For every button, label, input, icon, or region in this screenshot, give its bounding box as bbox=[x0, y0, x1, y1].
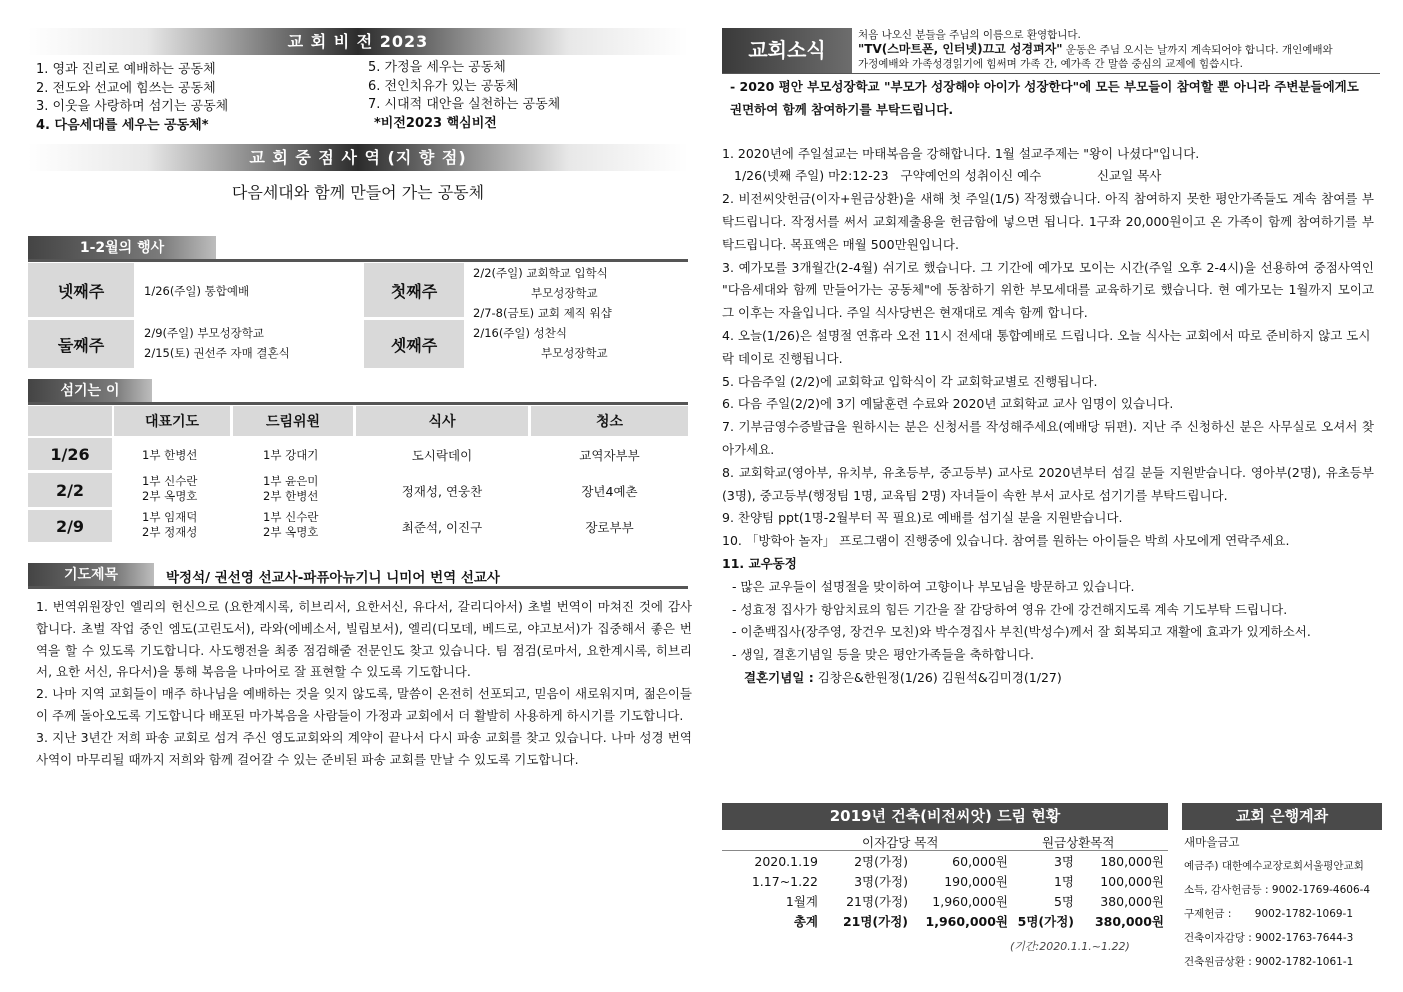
vision-left-list bbox=[36, 61, 356, 135]
vision-item: 1. 영과 진리로 예배하는 공동체 bbox=[36, 62, 216, 77]
bank-line: 구제헌금 : 9002-1782-1069-1 bbox=[1184, 908, 1354, 920]
news-item-3: 3. 예가모를 3개월간(2-4월) 쉬기로 했습니다. 그 기간에 예가모 모이는 시간(주일 오후 2-4시)을 선용하여 중점사역인 "다음세대와 함께 만들어가는 공동체"에 동참하기 위한 부모세대를 교육하기로 했습니다. 현 예가모는 1월까지 모이고 그 이후는 자율입니다. 주일 식사당번은 현재대로 계속 함께 합니다. bbox=[722, 259, 1374, 321]
events-heading: 1-2월의 행사 bbox=[28, 236, 216, 260]
building-heading: 2019년 건축(비전씨앗) 드림 현황 bbox=[722, 803, 1168, 830]
servers-heading: 섬기는 이 bbox=[28, 379, 152, 403]
servers-dream-block bbox=[263, 510, 318, 540]
bank-heading: 교회 은행계좌 bbox=[1182, 803, 1382, 830]
news-item-11c: - 이춘백집사(장주영, 장건우 모친)와 박수경집사 부친(박성수)께서 잘 회복되고 재활에 효과가 있게하소서. bbox=[732, 624, 1311, 640]
building-a: 21명(가정) bbox=[846, 894, 908, 909]
servers-dream: 2부 옥명호 bbox=[263, 525, 319, 539]
servers-prayer: 2부 옥명호 bbox=[142, 489, 198, 503]
servers-dream: 2부 한병선 bbox=[263, 489, 319, 503]
building-c: 3명 bbox=[1053, 854, 1074, 869]
prayer-title: 박정석/ 권선영 선교사-파퓨아뉴기니 니미어 번역 선교사 bbox=[166, 570, 500, 586]
event-text-block bbox=[473, 323, 608, 363]
servers-prayer: 2부 정재성 bbox=[142, 525, 198, 539]
bank-line: 소득, 감사헌금등 : 9002-1769-4606-4 bbox=[1184, 884, 1371, 896]
building-a: 3명(가정) bbox=[854, 874, 908, 889]
servers-prayer: 1부 한병선 bbox=[142, 448, 198, 462]
servers-clean: 교역자부부 bbox=[579, 448, 640, 463]
vision-item: 5. 가정을 세우는 공동체 bbox=[368, 60, 506, 75]
event-week-label: 넷째주 bbox=[28, 263, 134, 317]
building-a: 21명(가정) bbox=[842, 914, 908, 929]
anniversary-label: 결혼기념일 : bbox=[744, 669, 814, 685]
event-text: 부모성장학교 bbox=[541, 346, 608, 360]
news-item-1: 1. 2020년에 주일설교는 마태복음을 강해합니다. 1월 설교주제는 "왕이 나셨다"입니다. bbox=[722, 145, 1200, 161]
event-text: 2/2(주일) 교회학교 입학식 bbox=[473, 266, 608, 280]
news-welcome-slogan: "TV(스마트폰, 인터넷)끄고 성경펴자" bbox=[858, 42, 1063, 56]
table-row bbox=[722, 871, 1168, 891]
bank-list bbox=[1184, 830, 1384, 974]
event-text: 부모성장학교 bbox=[531, 286, 598, 300]
servers-prayer: 1부 임재덕 bbox=[142, 510, 198, 524]
bank-line: 새마을금고 bbox=[1184, 835, 1240, 849]
servers-header: 청소 bbox=[531, 406, 688, 436]
servers-date: 1/26 bbox=[28, 438, 112, 470]
servers-clean: 장로부부 bbox=[585, 520, 634, 535]
building-d: 100,000원 bbox=[1100, 874, 1164, 889]
news-item-7: 7. 기부금영수증발급을 원하시는 분은 신청서를 작성해주세요(예배당 뒤편). 지난 주 신청하신 분은 사무실로 오셔서 찾아가세요. bbox=[722, 419, 1374, 457]
building-c: 5명 bbox=[1053, 894, 1074, 909]
news-item-5: 5. 다음주일 (2/2)에 교회학교 입학식이 각 교회학교별로 진행됩니다. bbox=[722, 373, 1098, 389]
servers-dream-block bbox=[263, 474, 318, 504]
news-spacer bbox=[722, 122, 1374, 143]
vision-item: 2. 전도와 선교에 힘쓰는 공동체 bbox=[36, 80, 216, 96]
event-text: 2/7-8(금토) 교회 제직 워샵 bbox=[473, 306, 612, 320]
vision-right-list bbox=[368, 59, 688, 133]
building-c: 1명 bbox=[1053, 874, 1074, 889]
servers-dream: 1부 윤은미 bbox=[263, 474, 319, 488]
news-item-4: 4. 오늘(1/26)은 설명절 연휴라 오전 11시 전세대 통합예배로 드립니다. 오늘 식사는 교회에서 따로 준비하지 않고 도시락 데이로 진행됩니다. bbox=[722, 327, 1371, 366]
vision-item: 6. 전인치유가 있는 공동체 bbox=[368, 78, 519, 94]
news-item-1b: 1/26(넷째 주일) 마2:12-23 구약예언의 성취이신 예수 신교일 목사 bbox=[734, 168, 1162, 184]
news-item-11d: - 생일, 결혼기념일 등을 맞은 평안가족들을 축하합니다. bbox=[732, 647, 1034, 663]
servers-meal: 최준석, 이진구 bbox=[401, 520, 483, 535]
news-intro: - 2020 평안 부모성장학교 "부모가 성장해야 아이가 성장한다"에 모든 부모들이 참여할 뿐 아니라 주변분들에게도 권면하여 함께 참여하기를 부탁드립니다. bbox=[730, 79, 1359, 117]
servers-header: 대표기도 bbox=[114, 406, 230, 436]
prayer-item: 2. 나마 지역 교회들이 매주 하나님을 예배하는 것을 잊지 않도록, 말씀이 온전히 선포되고, 믿음이 새로워지며, 젊은이들이 주께 돌아오도록 기도합니다 배포된 마가복음을 사람들이 가정과 교회에서 더 활발히 사용하게 하시기를 기도합니다. bbox=[36, 686, 692, 723]
servers-corner bbox=[28, 406, 112, 436]
building-c: 5명(가정) bbox=[1017, 914, 1074, 929]
building-date: 2020.1.19 bbox=[754, 853, 818, 869]
prayer-heading: 기도제목 bbox=[28, 563, 154, 587]
news-item-11: 11. 교우동정 bbox=[722, 555, 797, 571]
servers-dream: 1부 신수란 bbox=[263, 510, 319, 524]
news-item-2: 2. 비전씨앗헌금(이자+원금상환)을 새해 첫 주일(1/5) 작정했습니다. 아직 참여하지 못한 평안가족들도 계속 참여를 부탁드립니다. 작정서를 써서 교회제출용을 헌금함에 넣으면 됩니다. 1구좌 20,000원이고 온 가족이 함께 참여하기를 부탁드립니다. 목표액은 매월 500만원입니다. bbox=[722, 191, 1374, 252]
building-d: 380,000원 bbox=[1094, 914, 1164, 929]
servers-date: 2/9 bbox=[28, 510, 112, 542]
event-text: 2/16(주일) 성찬식 bbox=[473, 326, 567, 340]
news-item-8: 8. 교회학교(영아부, 유치부, 유초등부, 중고등부) 교사로 2020년부터 섬길 분들 지원받습니다. 영아부(2명), 유초등부(3명), 중고등부(행정팀 1명, 교육팀 2명) 자녀들이 속한 부서 교사로 섬기기를 부탁드립니다. bbox=[722, 464, 1374, 503]
building-head-principal: 원금상환목적 bbox=[1042, 835, 1115, 850]
servers-header: 식사 bbox=[356, 406, 528, 436]
table-row bbox=[722, 891, 1168, 911]
events-rule bbox=[28, 259, 688, 262]
prayer-list bbox=[36, 596, 692, 770]
building-a: 2명(가정) bbox=[854, 854, 908, 869]
event-week-label: 첫째주 bbox=[364, 263, 464, 317]
vision-banner: 교 회 비 전 2023 bbox=[28, 28, 688, 55]
event-text-block bbox=[473, 263, 612, 323]
building-date: 1.17~1.22 bbox=[751, 873, 818, 889]
vision-item-core: 4. 다음세대를 세우는 공동체* bbox=[36, 117, 209, 133]
event-week-label: 둘째주 bbox=[28, 320, 134, 368]
servers-rule bbox=[28, 402, 688, 405]
servers-date: 2/2 bbox=[28, 473, 112, 507]
focus-subtitle: 다음세대와 함께 만들어 가는 공동체 bbox=[231, 183, 485, 202]
building-head-interest: 이자감당 목적 bbox=[862, 835, 939, 850]
servers-header: 드림위원 bbox=[233, 406, 353, 436]
prayer-rule bbox=[28, 586, 688, 589]
focus-banner: 교 회 중 점 사 역 (지 향 점) bbox=[28, 144, 688, 171]
news-item-11e bbox=[722, 667, 1374, 690]
event-text: 2/15(토) 권선주 자매 결혼식 bbox=[144, 346, 290, 360]
servers-prayer: 1부 신수란 bbox=[142, 474, 198, 488]
building-b: 60,000원 bbox=[952, 854, 1008, 869]
building-d: 380,000원 bbox=[1100, 894, 1164, 909]
prayer-item: 3. 지난 3년간 저희 파송 교회로 섬겨 주신 영도교회와의 계약이 끝나서 다시 파송 교회를 찾고 있습니다. 나마 성경 번역 사역이 마무리될 때까지 저희와 함께 걸어갈 수 있는 준비된 파송 교회를 만날 수 있도록 기도합니다. bbox=[36, 729, 692, 767]
building-date: 총계 bbox=[793, 914, 818, 929]
table-row bbox=[722, 851, 1168, 871]
news-item-10: 10. 「방학아 놀자」 프로그램이 진행중에 있습니다. 참여를 원하는 아이들은 박희 사모에게 연락주세요. bbox=[722, 533, 1290, 549]
news-welcome-line bbox=[858, 42, 1378, 57]
news-welcome-line: 가정예배와 가족성경읽기에 힘써며 가족 간, 예가족 간 말씀 중심의 교제에 힘씁시다. bbox=[858, 58, 1243, 70]
servers-prayer-block bbox=[142, 474, 197, 504]
news-welcome bbox=[858, 28, 1378, 71]
event-text: 2/9(주일) 부모성장학교 bbox=[144, 326, 265, 340]
servers-meal: 도시락데이 bbox=[411, 448, 473, 463]
news-item-11a: - 많은 교우들이 설명절을 맞이하여 고향이나 부모님을 방문하고 있습니다. bbox=[732, 578, 1135, 594]
event-text-block bbox=[144, 323, 290, 363]
prayer-item: 1. 번역위원장인 엘리의 헌신으로 (요한계시록, 히브리서, 요한서신, 유다서, 갈리디아서) 초벌 번역이 마쳐진 것에 감사합니다. 초벌 작업 중인 엠도(고린도서), 라와(에베소서, 빌립보서), 엘리(디모데, 베드로, 야고보서)가 집중해서 좋은 번역을 할 수 있도록 기도합니다. 사도행전을 최종 점검해줄 전문인도 찾고 있습니다. 팀 점검(로마서, 요한계시록, 히브리서, 요한 서신, 유다서)을 통해 복음을 나마어로 잘 표현할 수 있도록 기도합니다. bbox=[36, 599, 692, 680]
event-week-label: 셋째주 bbox=[364, 320, 464, 368]
news-welcome-text: 운동은 주님 오시는 날까지 계속되어야 합니다. 개인예배와 bbox=[1065, 44, 1333, 56]
servers-prayer-block bbox=[142, 510, 197, 540]
bank-line: 건축이자감당 : 9002-1763-7644-3 bbox=[1184, 932, 1354, 944]
news-rule bbox=[722, 73, 1380, 74]
vision-item: 7. 시대적 대안을 실천하는 공동체 bbox=[368, 97, 561, 112]
servers-clean: 장년4예촌 bbox=[581, 484, 638, 499]
event-text: 1/26(주일) 통합예배 bbox=[144, 284, 250, 298]
servers-dream: 1부 강대기 bbox=[263, 448, 319, 462]
news-item-6: 6. 다음 주일(2/2)에 3기 예닮훈련 수료와 2020년 교회학교 교사 임명이 있습니다. bbox=[722, 396, 1174, 412]
building-table bbox=[722, 851, 1168, 931]
news-welcome-line: 처음 나오신 분들을 주님의 이름으로 환영합니다. bbox=[858, 29, 1081, 41]
building-period-note: (기간:2020.1.1.~1.22) bbox=[1010, 940, 1130, 953]
bank-line: 건축원금상환 : 9002-1782-1061-1 bbox=[1184, 956, 1354, 968]
news-heading: 교회소식 bbox=[722, 28, 852, 73]
news-body bbox=[722, 76, 1374, 690]
vision-item: 3. 이웃을 사랑하며 섬기는 공동체 bbox=[36, 99, 229, 114]
news-item-11b: - 성효정 집사가 항암치료의 힘든 기간을 잘 감당하여 영유 간에 강건해지도록 계속 기도부탁 드립니다. bbox=[732, 601, 1288, 617]
news-item-9: 9. 찬양팀 ppt(1명-2월부터 꼭 필요)로 예배를 섬기실 분을 지원받습니다. bbox=[722, 510, 1123, 526]
building-b: 1,960,000원 bbox=[925, 914, 1008, 929]
vision-core-note: *비전2023 핵심비전 bbox=[374, 115, 497, 131]
building-b: 1,960,000원 bbox=[932, 894, 1008, 909]
building-d: 180,000원 bbox=[1100, 854, 1164, 869]
table-row-total bbox=[722, 911, 1168, 931]
building-date: 1월계 bbox=[785, 894, 818, 909]
building-b: 190,000원 bbox=[944, 874, 1008, 889]
servers-meal: 정재성, 연웅찬 bbox=[401, 484, 483, 499]
anniversary-text: 김창은&한원정(1/26) 김원석&김미경(1/27) bbox=[817, 669, 1062, 685]
bank-line: 예금주) 대한예수교장로회서울평안교회 bbox=[1184, 860, 1364, 872]
